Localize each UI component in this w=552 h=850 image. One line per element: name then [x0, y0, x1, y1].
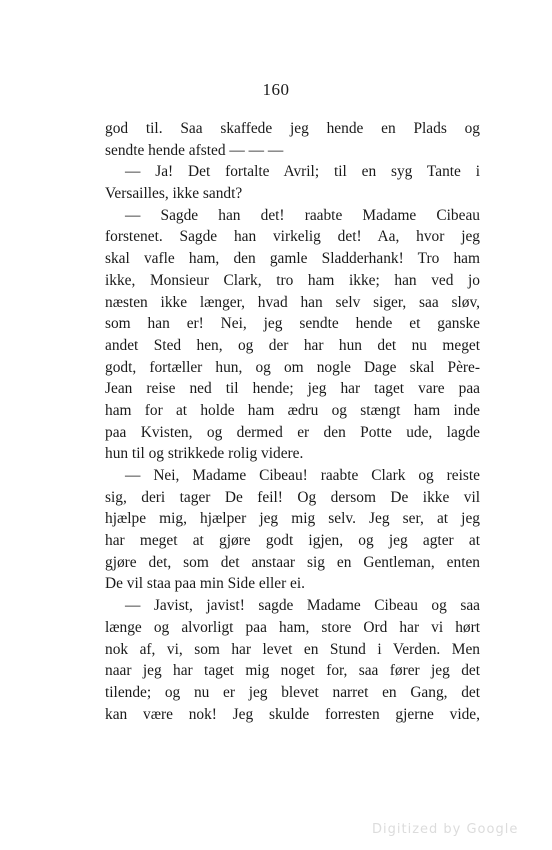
text-line: tilende; og nu er jeg blevet narret en Gang, det	[105, 683, 480, 701]
text-line: kan være nok! Jeg skulde forresten gjerne vide,	[105, 705, 480, 723]
text-line: paa Kvisten, og dermed er den Potte ude, lagde	[105, 423, 480, 441]
text-line: god til. Saa skaffede jeg hende en Plads og	[105, 120, 480, 137]
text-line: Jean reise ned til hende; jeg har taget vare paa	[105, 380, 480, 398]
digitizer-watermark: Digitized by Google	[372, 822, 519, 837]
body-text	[105, 118, 480, 725]
text-line: — Sagde han det! raabte Madame Cibeau	[125, 206, 480, 224]
text-line: godt, fortæller hun, og om nogle Dage skal Père-	[105, 358, 480, 376]
text-line: De vil staa paa min Side eller ei.	[105, 575, 306, 593]
text-line: sig, deri tager De feil! Og dersom De ikke vil	[105, 488, 480, 506]
text-line: naar jeg har taget mig noget for, saa fører jeg det	[105, 662, 480, 680]
text-line: næsten ikke længer, hvad han selv siger, saa sløv,	[105, 293, 480, 311]
text-line: Versailles, ikke sandt?	[105, 185, 243, 203]
text-line: hun til og strikkede rolig videre.	[105, 445, 304, 463]
text-line: skal vafle ham, den gamle Sladderhank! Tro ham	[105, 250, 480, 268]
text-line: — Ja! Det fortalte Avril; til en syg Tante i	[125, 163, 480, 181]
text-line: nok af, vi, som har levet en Stund i Verden. Men	[105, 640, 480, 658]
page-number: 160	[262, 80, 290, 99]
text-line: gjøre det, som det anstaar sig en Gentleman, enten	[105, 553, 480, 571]
text-line: længe og alvorligt paa ham, store Ord har vi hørt	[105, 618, 480, 636]
text-line: ikke, Monsieur Clark, tro ham ikke; han ved jo	[105, 271, 480, 289]
text-line: forstenet. Sagde han virkelig det! Aa, hvor jeg	[105, 228, 480, 246]
text-line: sendte hende afsted — — —	[105, 141, 284, 159]
text-line: — Javist, javist! sagde Madame Cibeau og saa	[125, 597, 480, 615]
text-line: som han er! Nei, jeg sendte hende et ganske	[105, 315, 480, 333]
text-line: har meget at gjøre godt igjen, og jeg agter at	[105, 532, 480, 550]
text-line: hjælpe mig, hjælper jeg mig selv. Jeg ser, at jeg	[105, 510, 480, 528]
text-line: andet Sted hen, og der har hun det nu meget	[105, 336, 480, 354]
text-line: — Nei, Madame Cibeau! raabte Clark og reiste	[125, 467, 480, 484]
text-line: ham for at holde ham ædru og stængt ham inde	[105, 401, 480, 419]
